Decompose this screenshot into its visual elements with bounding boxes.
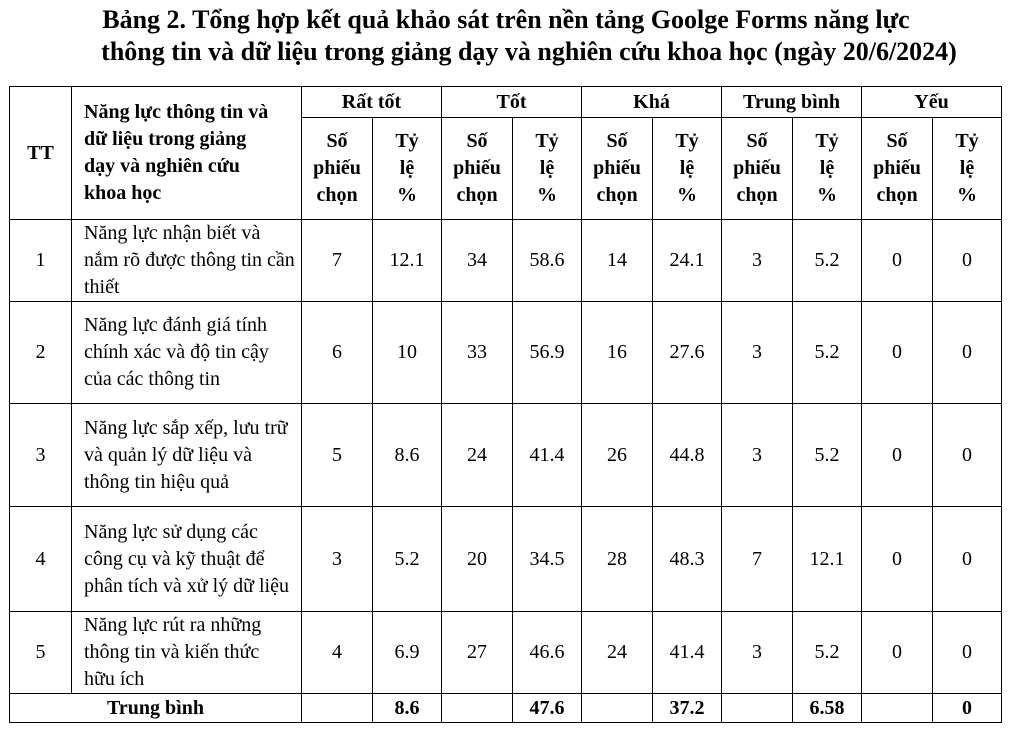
cell-value: 20 (442, 507, 513, 612)
table-row (10, 302, 1002, 404)
header-count: Số phiếu chọn (722, 118, 793, 220)
header-count: Số phiếu chọn (862, 118, 933, 220)
title-line-2: thông tin và dữ liệu trong giảng dạy và nghiên cứu khoa học (ngày 20/6/2024) (101, 37, 957, 66)
table-row (10, 507, 1002, 612)
cell-value: 34 (442, 220, 513, 302)
cell-value: 0 (933, 612, 1002, 694)
header-group-kha: Khá (582, 87, 722, 118)
cell-value: 46.6 (513, 612, 582, 694)
average-value: 0 (933, 694, 1002, 723)
cell-value: 0 (862, 612, 933, 694)
title-line-1: Bảng 2. Tổng hợp kết quả khảo sát trên nền tảng Goolge Forms năng lực (102, 5, 910, 34)
cell-value: 27.6 (653, 302, 722, 404)
cell-value: 0 (933, 220, 1002, 302)
average-row (10, 694, 1002, 723)
cell-value: 7 (302, 220, 373, 302)
header-rate: Tỷ lệ % (793, 118, 862, 220)
header-group-yeu: Yếu (862, 87, 1002, 118)
header-criteria: Năng lực thông tin và dữ liệu trong giảng dạy và nghiên cứu khoa học (72, 87, 302, 220)
cell-value: 3 (722, 404, 793, 507)
cell-value: 12.1 (373, 220, 442, 302)
header-count: Số phiếu chọn (582, 118, 653, 220)
cell-value: 0 (862, 404, 933, 507)
row-criterion: Năng lực sử dụng các công cụ và kỹ thuật để phân tích và xử lý dữ liệu (72, 507, 302, 612)
average-value: 6.58 (793, 694, 862, 723)
cell-value: 44.8 (653, 404, 722, 507)
cell-value: 6 (302, 302, 373, 404)
average-value: 8.6 (373, 694, 442, 723)
cell-value: 16 (582, 302, 653, 404)
cell-value: 56.9 (513, 302, 582, 404)
cell-value: 5.2 (793, 220, 862, 302)
cell-value: 48.3 (653, 507, 722, 612)
table-row (10, 612, 1002, 694)
cell-value: 3 (722, 302, 793, 404)
average-value (302, 694, 373, 723)
cell-value: 24 (442, 404, 513, 507)
cell-value: 8.6 (373, 404, 442, 507)
row-tt: 3 (10, 404, 72, 507)
cell-value: 33 (442, 302, 513, 404)
average-value: 47.6 (513, 694, 582, 723)
row-tt: 4 (10, 507, 72, 612)
header-rate: Tỷ lệ % (513, 118, 582, 220)
cell-value: 28 (582, 507, 653, 612)
cell-value: 41.4 (513, 404, 582, 507)
cell-value: 24.1 (653, 220, 722, 302)
header-count: Số phiếu chọn (442, 118, 513, 220)
cell-value: 5.2 (793, 612, 862, 694)
cell-value: 3 (302, 507, 373, 612)
average-value: 37.2 (653, 694, 722, 723)
table-row (10, 404, 1002, 507)
cell-value: 14 (582, 220, 653, 302)
cell-value: 58.6 (513, 220, 582, 302)
cell-value: 3 (722, 220, 793, 302)
cell-value: 5.2 (373, 507, 442, 612)
row-tt: 2 (10, 302, 72, 404)
cell-value: 0 (933, 302, 1002, 404)
header-group-row (10, 87, 1002, 118)
cell-value: 34.5 (513, 507, 582, 612)
cell-value: 3 (722, 612, 793, 694)
cell-value: 27 (442, 612, 513, 694)
header-rate: Tỷ lệ % (933, 118, 1002, 220)
cell-value: 0 (862, 302, 933, 404)
cell-value: 4 (302, 612, 373, 694)
header-group-rat-tot: Rất tốt (302, 87, 442, 118)
cell-value: 6.9 (373, 612, 442, 694)
average-label: Trung bình (10, 694, 302, 723)
header-rate: Tỷ lệ % (373, 118, 442, 220)
header-rate: Tỷ lệ % (653, 118, 722, 220)
table-row (10, 220, 1002, 302)
row-tt: 5 (10, 612, 72, 694)
cell-value: 0 (933, 404, 1002, 507)
cell-value: 7 (722, 507, 793, 612)
cell-value: 41.4 (653, 612, 722, 694)
header-tt: TT (10, 87, 72, 220)
cell-value: 5.2 (793, 302, 862, 404)
cell-value: 26 (582, 404, 653, 507)
cell-value: 5 (302, 404, 373, 507)
cell-value: 24 (582, 612, 653, 694)
cell-value: 0 (933, 507, 1002, 612)
cell-value: 12.1 (793, 507, 862, 612)
cell-value: 0 (862, 220, 933, 302)
cell-value: 10 (373, 302, 442, 404)
average-value (442, 694, 513, 723)
row-criterion: Năng lực đánh giá tính chính xác và độ tin cậy của các thông tin (72, 302, 302, 404)
header-group-trung-binh: Trung bình (722, 87, 862, 118)
average-value (582, 694, 653, 723)
row-criterion: Năng lực nhận biết và nắm rõ được thông tin cần thiết (72, 220, 302, 302)
cell-value: 5.2 (793, 404, 862, 507)
row-criterion: Năng lực rút ra những thông tin và kiến thức hữu ích (72, 612, 302, 694)
average-value (722, 694, 793, 723)
row-tt: 1 (10, 220, 72, 302)
header-group-tot: Tốt (442, 87, 582, 118)
cell-value: 0 (862, 507, 933, 612)
survey-results-table (9, 86, 1002, 723)
table-title (0, 4, 1012, 68)
average-value (862, 694, 933, 723)
row-criterion: Năng lực sắp xếp, lưu trữ và quản lý dữ liệu và thông tin hiệu quả (72, 404, 302, 507)
header-count: Số phiếu chọn (302, 118, 373, 220)
